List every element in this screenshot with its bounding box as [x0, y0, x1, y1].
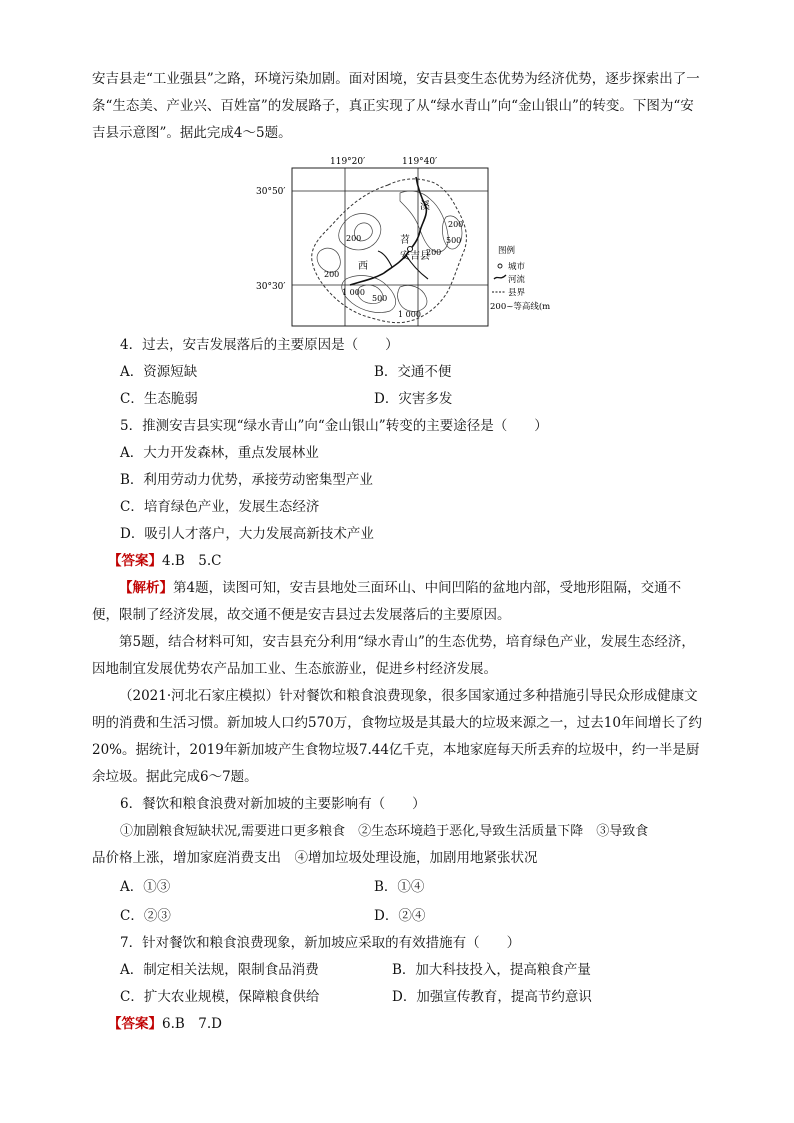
- question-5-option-c: C．培育绿色产业，发展生态经济: [120, 499, 320, 515]
- map-legend: [490, 245, 550, 312]
- contour-label: 200: [426, 248, 442, 257]
- question-5-option-b: B．利用劳动力优势，承接劳动密集型产业: [120, 472, 373, 488]
- question-6-statements-line2: 品价格上涨，增加家庭消费支出 ④增加垃圾处理设施，加剧用地紧张状况: [92, 850, 538, 866]
- answer-tag: 【答案】: [108, 553, 162, 569]
- lon-label: 119°40′: [402, 157, 438, 167]
- question-4-option-c: C．生态脆弱: [120, 391, 198, 407]
- contour-label: 500: [446, 236, 462, 245]
- question-7-option-d: D．加强宣传教育，提高节约意识: [392, 989, 592, 1005]
- legend-title: 图例: [498, 246, 516, 256]
- question-5-option-d: D．吸引人才落户，大力发展高新技术产业: [120, 526, 374, 542]
- lat-label: 30°30′: [256, 282, 286, 292]
- legend-city-symbol: [498, 264, 502, 268]
- answer-4-5: [108, 548, 222, 575]
- question-7-option-a: A．制定相关法规，限制食品消费: [120, 962, 319, 978]
- contour-label: 500: [372, 294, 388, 303]
- county-label: 安吉县: [400, 251, 430, 262]
- contour-label: 1 000: [342, 288, 365, 297]
- legend-river-symbol: [494, 275, 506, 279]
- question-6-option-c: C．②③: [120, 908, 171, 924]
- passage-singapore: （2021·河北石家庄模拟）针对餐饮和粮食浪费现象，很多国家通过多种措施引导民众形成健康文明的消费和生活习惯。新加坡人口约570万，食物垃圾是其最大的垃圾来源之一，过去10年间增长了约20%。据统计，2019年新加坡产生食物垃圾7.44亿千克，本地家庭每天所丢弃的垃圾中，约一半是厨余垃圾。据此完成6～7题。: [92, 688, 702, 785]
- question-5-stem: 5．推测安吉县实现“绿水青山”向“金山银山”转变的主要途径是（ ）: [120, 418, 548, 434]
- contour-line: [398, 285, 427, 311]
- answer-text: 6.B 7.D: [162, 1016, 223, 1032]
- explanation-q5: 第5题，结合材料可知，安吉县充分利用“绿水青山”的生态优势，培育绿色产业，发展生态经济，因地制宜发展优势农产品加工业、生态旅游业，促进乡村经济发展。: [92, 634, 695, 677]
- map-frame: [292, 168, 488, 326]
- contour-label: 200: [448, 220, 464, 229]
- legend-river-label: 河流: [508, 275, 526, 285]
- question-4-stem: 4．过去，安吉发展落后的主要原因是（ ）: [120, 337, 399, 353]
- contour-label: 200: [346, 234, 362, 243]
- explanation-q4-text: 第4题，读图可知，安吉县地处三面环山、中间凹陷的盆地内部，受地形阻隔，交通不便，限制了经济发展，故交通不便是安吉县过去发展落后的主要原因。: [92, 580, 682, 623]
- lat-label: 30°50′: [256, 187, 286, 197]
- question-6-option-b: B．①④: [374, 879, 425, 895]
- anji-map-figure: [250, 155, 550, 330]
- answer-tag: 【答案】: [108, 1016, 162, 1032]
- explanation-q4: [92, 575, 704, 629]
- legend-border-label: 县界: [508, 288, 526, 298]
- question-7-option-b: B．加大科技投入，提高粮食产量: [392, 962, 591, 978]
- question-6-option-d: D．②④: [374, 908, 426, 924]
- contour-label: 1 000: [398, 310, 421, 319]
- question-4-option-b: B．交通不便: [374, 364, 452, 380]
- question-6-statements-line1: ①加剧粮食短缺状况,需要进口更多粮食 ②生态环境趋于恶化,导致生活质量下降 ③导致食: [120, 824, 649, 839]
- river-label: 苕: [400, 235, 410, 246]
- question-6-stem: 6．餐饮和粮食浪费对新加坡的主要影响有（ ）: [120, 796, 426, 812]
- question-6-option-a: A．①③: [120, 879, 171, 895]
- passage-anji: 安吉县走“工业强县”之路，环境污染加剧。面对困境，安吉县变生态优势为经济优势，逐步探索出了一条“生态美、产业兴、百姓富”的发展路子，真正实现了从“绿水青山”向“金山银山”的转变。下图为“安吉县示意图”。据此完成4～5题。: [92, 71, 700, 141]
- question-7-option-c: C．扩大农业规模，保障粮食供给: [120, 989, 320, 1005]
- question-4-option-a: A．资源短缺: [120, 364, 198, 380]
- question-4-option-d: D．灾害多发: [374, 391, 453, 407]
- legend-city-label: 城市: [508, 262, 526, 272]
- river-label: 溪: [420, 201, 430, 212]
- anji-county-map: [250, 155, 550, 330]
- contour-line: [317, 248, 340, 272]
- contour-label: 200: [324, 270, 340, 279]
- legend-contour-label: 200~等高线(m): [490, 302, 550, 312]
- river-tributary: [378, 251, 392, 267]
- lon-label: 119°20′: [330, 157, 366, 167]
- answer-6-7: [108, 1011, 222, 1038]
- answer-text: 4.B 5.C: [162, 553, 222, 569]
- river-label: 西: [358, 261, 368, 272]
- question-5-option-a: A．大力开发森林，重点发展林业: [120, 445, 319, 461]
- explanation-tag: 【解析】: [119, 580, 173, 596]
- question-7-stem: 7．针对餐饮和粮食浪费现象，新加坡应采取的有效措施有（ ）: [120, 935, 521, 951]
